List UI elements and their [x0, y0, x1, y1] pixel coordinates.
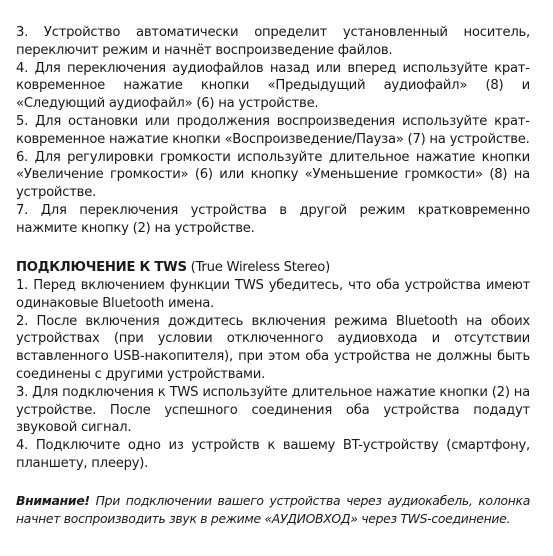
warning-text: При подключении вашего устройства через аудиокабель, колонка начнет воспроизводить звук в режиме «АУДИОВХОД» через TWS-соединение.	[16, 493, 531, 526]
tws-step-2: 2. После включения дождитесь включения режима Bluetooth на обоих устройствах (при условии отключенного аудиовхода и отсутствии вставленного USB-накопителя), при этом оба устройства не должны быть соединены с другими устройствами.	[16, 313, 530, 382]
warning-note	[16, 492, 530, 528]
playback-steps	[16, 24, 530, 238]
tws-section-heading	[16, 259, 530, 277]
step-4-track-switch: 4. Для переключения аудиофайлов назад или вперед используйте кратковременное нажатие кнопки «Предыдущий аудиофайл» (8) и «Следующий аудиофайл» (6) на устройстве.	[16, 60, 530, 112]
tws-title: ПОДКЛЮЧЕНИЕ К TWS	[16, 260, 187, 275]
tws-step-1: 1. Перед включением функции TWS убедитесь, что оба устройства имеют одинаковые Bluetooth имена.	[16, 278, 530, 311]
tws-steps	[16, 277, 530, 473]
tws-step-3: 3. Для подключения к TWS используйте длительное нажатие кнопки (2) на устройстве. После успешного соединения оба устройства подадут звуковой сигнал.	[16, 384, 530, 436]
step-7-mode-switch: 7. Для переключения устройства в другой режим кратковременно нажмите кнопку (2) на устройстве.	[16, 202, 530, 236]
step-5-play-pause: 5. Для остановки или продолжения воспроизведения используйте кратковременное нажатие кнопки «Воспроизведение/Пауза» (7) на устройстве.	[16, 113, 530, 147]
tws-step-4: 4. Подключите одно из устройств к вашему BT-устройству (смартфону, планшету, плееру).	[16, 438, 530, 471]
step-6-volume: 6. Для регулировки громкости используйте длительное нажатие кнопки «Увеличение громкости» (6) или кнопку «Уменьшение громкости» (8) на устройстве.	[16, 149, 530, 201]
warning-label: Внимание!	[16, 493, 90, 508]
step-3-auto-detect: 3. Устройство автоматически определит установленный носитель, переключит режим и начнёт воспроизведение файлов.	[16, 25, 530, 58]
tws-subtitle: (True Wireless Stereo)	[190, 260, 330, 275]
